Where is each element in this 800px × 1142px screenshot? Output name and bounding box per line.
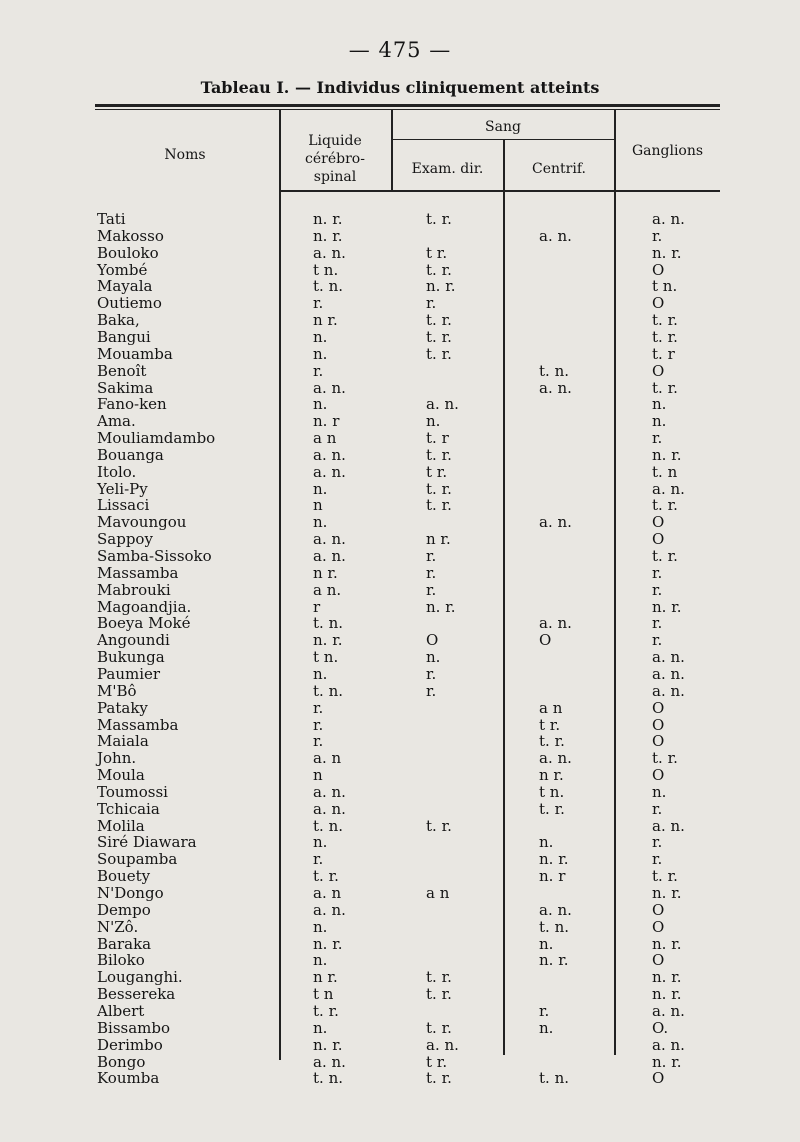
cell-exam-dir: t. r. (426, 210, 452, 228)
cell-centrif: n r. (539, 766, 564, 785)
cell-exam-dir: t. r. (426, 1018, 452, 1037)
row-name: Mouliamdambo (97, 429, 216, 448)
row-name: Dempo (97, 900, 151, 919)
table-row (0, 211, 800, 228)
cell-ganglions: t. r. (652, 749, 678, 768)
cell-liquide: n. r. (313, 226, 343, 245)
cell-liquide: n. (313, 395, 328, 414)
row-name: Mouamba (97, 344, 173, 363)
cell-exam-dir: a n (426, 884, 450, 902)
row-name: John. (97, 749, 137, 768)
header-sang: Sang (485, 119, 521, 135)
table-row (0, 481, 800, 498)
cell-exam-dir: a. n. (426, 395, 459, 414)
row-name: Bukunga (97, 648, 165, 667)
cell-exam-dir: t r. (426, 1052, 448, 1071)
row-name: Paumier (97, 664, 161, 683)
row-name: Bouety (97, 867, 151, 886)
row-name: Samba-Sissoko (97, 547, 212, 565)
row-name: Louganghi. (97, 968, 183, 987)
cell-ganglions: O (652, 530, 665, 549)
header-centrif: Centrif. (532, 161, 586, 177)
table-row (0, 278, 800, 295)
table-row (0, 1070, 800, 1087)
row-name: Tati (97, 210, 126, 228)
header-noms: Noms (164, 147, 206, 163)
cell-liquide: r. (313, 698, 324, 717)
table-row (0, 733, 800, 750)
row-name: Moula (97, 766, 145, 785)
cell-centrif: a. n. (539, 614, 572, 633)
table-row (0, 599, 800, 616)
header-liquide: Liquide cérébro-spinal (305, 133, 365, 185)
row-name: Yombé (97, 260, 148, 279)
cell-liquide: n. (313, 513, 328, 532)
cell-centrif: n. r. (539, 850, 569, 869)
cell-ganglions: a. n. (652, 816, 685, 835)
table-row (0, 514, 800, 531)
cell-ganglions: n. (652, 395, 667, 414)
row-name: Molila (97, 816, 145, 835)
row-name: Massamba (97, 563, 179, 582)
cell-liquide: n. r. (313, 934, 343, 953)
row-name: Tchicaia (97, 799, 160, 818)
table-row (0, 413, 800, 430)
table-row (0, 683, 800, 700)
table-row (0, 801, 800, 818)
table-row (0, 632, 800, 649)
cell-ganglions: O (652, 766, 665, 785)
cell-ganglions: r. (652, 226, 663, 245)
table-row (0, 717, 800, 734)
cell-exam-dir: a. n. (426, 1035, 459, 1054)
table-row (0, 464, 800, 481)
cell-centrif: t. r. (539, 732, 565, 751)
cell-centrif: n. (539, 934, 554, 953)
cell-ganglions: a. n. (652, 648, 685, 667)
cell-centrif: n. (539, 833, 554, 852)
cell-ganglions: O. (652, 1018, 669, 1037)
cell-liquide: n r. (313, 563, 338, 582)
row-name: Albert (97, 1001, 145, 1020)
cell-ganglions: r. (652, 631, 663, 650)
cell-exam-dir: r. (426, 681, 437, 700)
row-name: Mayala (97, 277, 153, 296)
row-name: Makosso (97, 226, 164, 245)
cell-ganglions: t. r. (652, 311, 678, 330)
cell-liquide: r. (313, 732, 324, 751)
cell-centrif: a. n. (539, 900, 572, 919)
cell-ganglions: a. n. (652, 1035, 685, 1054)
cell-liquide: a. n. (313, 799, 346, 818)
table-row (0, 902, 800, 919)
cell-liquide: a. n. (313, 445, 346, 464)
row-name: Bouanga (97, 445, 164, 464)
row-name: Sakima (97, 378, 154, 397)
table-row (0, 1054, 800, 1071)
cell-liquide: t. n. (313, 816, 343, 835)
table-row (0, 363, 800, 380)
table-row (0, 952, 800, 969)
cell-exam-dir: t. r. (426, 968, 452, 987)
cell-ganglions: r. (652, 429, 663, 448)
row-name: Itolo. (97, 462, 137, 481)
row-name: Siré Diawara (97, 833, 197, 852)
cell-ganglions: n. r. (652, 934, 682, 953)
cell-liquide: n. (313, 951, 328, 970)
row-name: N'Dongo (97, 884, 164, 902)
cell-ganglions: a. n. (652, 1001, 685, 1020)
table-row (0, 851, 800, 868)
cell-exam-dir: t. r. (426, 311, 452, 330)
cell-ganglions: t. r. (652, 547, 678, 565)
cell-centrif: O (539, 631, 552, 650)
cell-liquide: n. (313, 664, 328, 683)
table-row (0, 1020, 800, 1037)
row-name: Bessereka (97, 985, 176, 1004)
row-name: M'Bô (97, 681, 137, 700)
cell-liquide: n. (313, 833, 328, 852)
cell-exam-dir: t. r (426, 429, 449, 448)
cell-liquide: a. n. (313, 547, 346, 565)
cell-liquide: r. (313, 850, 324, 869)
cell-exam-dir: r. (426, 294, 437, 313)
cell-ganglions: t. n (652, 462, 678, 481)
top-rule (95, 104, 720, 107)
cell-exam-dir: t. r. (426, 260, 452, 279)
cell-liquide: n r. (313, 968, 338, 987)
table-row (0, 548, 800, 565)
table-row (0, 531, 800, 548)
cell-ganglions: O (652, 698, 665, 717)
cell-ganglions: O (652, 513, 665, 532)
row-name: Baraka (97, 934, 152, 953)
cell-ganglions: O (652, 900, 665, 919)
row-name: Toumossi (97, 782, 168, 801)
cell-liquide: r. (313, 361, 324, 380)
cell-liquide: n (313, 496, 323, 515)
cell-liquide: t. n. (313, 1069, 343, 1088)
row-name: N'Zô. (97, 917, 139, 936)
cell-ganglions: n. (652, 782, 667, 801)
cell-centrif: n. r (539, 867, 566, 886)
table-row (0, 818, 800, 835)
cell-ganglions: t. r. (652, 378, 678, 397)
row-name: Sappoy (97, 530, 153, 549)
header-bottom-rule (280, 190, 720, 192)
cell-ganglions: n. r. (652, 445, 682, 464)
table-row (0, 969, 800, 986)
cell-centrif: t r. (539, 715, 561, 734)
cell-exam-dir: n. r. (426, 277, 456, 296)
row-name: Outiemo (97, 294, 162, 313)
table-row (0, 919, 800, 936)
cell-exam-dir: O (426, 631, 439, 650)
cell-ganglions: t. r. (652, 496, 678, 515)
cell-liquide: t. n. (313, 681, 343, 700)
row-name: Koumba (97, 1069, 160, 1088)
cell-centrif: a. n. (539, 378, 572, 397)
cell-liquide: n r. (313, 311, 338, 330)
cell-centrif: t. r. (539, 799, 565, 818)
cell-exam-dir: n r. (426, 530, 451, 549)
cell-liquide: t. n. (313, 277, 343, 296)
table-row (0, 784, 800, 801)
cell-liquide: a n (313, 429, 337, 448)
cell-ganglions: a. n. (652, 479, 685, 498)
cell-ganglions: a. n. (652, 210, 685, 228)
cell-liquide: t. r. (313, 867, 339, 886)
table-row (0, 936, 800, 953)
table-row (0, 295, 800, 312)
cell-exam-dir: n. r. (426, 597, 456, 616)
cell-centrif: a n (539, 698, 563, 717)
cell-exam-dir: t. r. (426, 327, 452, 346)
table-row (0, 750, 800, 767)
row-name: Mavoungou (97, 513, 187, 532)
cell-ganglions: t. r. (652, 867, 678, 886)
row-name: Ama. (97, 412, 136, 431)
cell-liquide: n (313, 766, 323, 785)
cell-liquide: a. n (313, 749, 342, 768)
row-name: Bangui (97, 327, 151, 346)
cell-liquide: n. (313, 344, 328, 363)
cell-exam-dir: r. (426, 664, 437, 683)
cell-ganglions: n. r. (652, 1052, 682, 1071)
table-row (0, 868, 800, 885)
table-row (0, 245, 800, 262)
cell-ganglions: O (652, 715, 665, 734)
cell-ganglions: n. (652, 412, 667, 431)
table-row (0, 1003, 800, 1020)
cell-liquide: n. r. (313, 631, 343, 650)
cell-centrif: a. n. (539, 749, 572, 768)
table-row (0, 666, 800, 683)
cell-exam-dir: t. r. (426, 1069, 452, 1088)
cell-centrif: t. n. (539, 1069, 569, 1088)
row-name: Yeli-Py (97, 479, 148, 498)
row-name: Baka, (97, 311, 140, 330)
cell-exam-dir: t. r. (426, 344, 452, 363)
cell-centrif: a. n. (539, 226, 572, 245)
row-name: Bissambo (97, 1018, 171, 1037)
cell-ganglions: O (652, 732, 665, 751)
cell-ganglions: O (652, 951, 665, 970)
cell-liquide: t n. (313, 260, 339, 279)
table-row (0, 767, 800, 784)
cell-ganglions: n. r. (652, 968, 682, 987)
row-name: Boeya Moké (97, 614, 191, 633)
table-row (0, 582, 800, 599)
table-row (0, 649, 800, 666)
cell-ganglions: r. (652, 850, 663, 869)
table-row (0, 834, 800, 851)
header-ganglions: Ganglions (631, 143, 704, 159)
cell-ganglions: n. r. (652, 985, 682, 1004)
table-row (0, 346, 800, 363)
cell-centrif: r. (539, 1001, 550, 1020)
cell-ganglions: t. r. (652, 327, 678, 346)
table-row (0, 565, 800, 582)
cell-liquide: r. (313, 294, 324, 313)
row-name: Lissaci (97, 496, 150, 515)
cell-liquide: r. (313, 715, 324, 734)
cell-liquide: a. n (313, 884, 342, 902)
cell-exam-dir: t. r. (426, 479, 452, 498)
cell-centrif: n. (539, 1018, 554, 1037)
row-name: Magoandjia. (97, 597, 192, 616)
cell-exam-dir: n. (426, 648, 441, 667)
page-number: — 475 — (348, 38, 452, 62)
cell-liquide: a. n. (313, 1052, 346, 1071)
cell-centrif: n. r. (539, 951, 569, 970)
row-name: Bongo (97, 1052, 146, 1071)
cell-ganglions: r. (652, 799, 663, 818)
cell-liquide: r (313, 597, 321, 616)
cell-ganglions: r. (652, 580, 663, 599)
cell-liquide: a. n. (313, 782, 346, 801)
cell-ganglions: O (652, 917, 665, 936)
header-exam-dir: Exam. dir. (411, 161, 484, 177)
cell-liquide: a. n. (313, 462, 346, 481)
cell-liquide: n. (313, 917, 328, 936)
table-row (0, 615, 800, 632)
cell-ganglions: r. (652, 563, 663, 582)
row-name: Derimbo (97, 1035, 163, 1054)
cell-centrif: t. n. (539, 917, 569, 936)
table-row (0, 430, 800, 447)
row-name: Angoundi (97, 631, 170, 650)
cell-liquide: n. (313, 327, 328, 346)
row-name: Fano-ken (97, 395, 167, 414)
cell-liquide: a. n. (313, 378, 346, 397)
cell-liquide: a. n. (313, 530, 346, 549)
cell-ganglions: n. r. (652, 884, 682, 902)
cell-exam-dir: t. r. (426, 816, 452, 835)
cell-liquide: n. r (313, 412, 340, 431)
cell-exam-dir: r. (426, 547, 437, 565)
table-row (0, 447, 800, 464)
table-row (0, 329, 800, 346)
cell-ganglions: a. n. (652, 681, 685, 700)
cell-exam-dir: r. (426, 563, 437, 582)
cell-exam-dir: r. (426, 580, 437, 599)
table-row (0, 497, 800, 514)
cell-centrif: t. n. (539, 361, 569, 380)
row-name: Bouloko (97, 243, 159, 262)
row-name: Benoît (97, 361, 147, 380)
table-row (0, 700, 800, 717)
row-name: Maiala (97, 732, 149, 751)
cell-exam-dir: t. r. (426, 445, 452, 464)
cell-centrif: a. n. (539, 513, 572, 532)
row-name: Mabrouki (97, 580, 171, 599)
row-name: Soupamba (97, 850, 178, 869)
cell-liquide: n. (313, 479, 328, 498)
cell-liquide: a. n. (313, 243, 346, 262)
cell-liquide: t. r. (313, 1001, 339, 1020)
cell-exam-dir: t. r. (426, 985, 452, 1004)
cell-liquide: t. n. (313, 614, 343, 633)
table-row (0, 312, 800, 329)
table-row (0, 262, 800, 279)
table-row (0, 380, 800, 397)
row-name: Pataky (97, 698, 148, 717)
row-name: Massamba (97, 715, 179, 734)
cell-ganglions: O (652, 1069, 665, 1088)
cell-exam-dir: t r. (426, 462, 448, 481)
cell-liquide: t n (313, 985, 334, 1004)
table-row (0, 1037, 800, 1054)
cell-liquide: a. n. (313, 900, 346, 919)
top-rule-thin (95, 109, 720, 110)
row-name: Biloko (97, 951, 145, 970)
table-row (0, 885, 800, 902)
cell-exam-dir: t. r. (426, 496, 452, 515)
cell-exam-dir: t r. (426, 243, 448, 262)
cell-liquide: t n. (313, 648, 339, 667)
cell-ganglions: O (652, 260, 665, 279)
cell-ganglions: t n. (652, 277, 678, 296)
cell-centrif: t n. (539, 782, 565, 801)
cell-ganglions: n. r. (652, 243, 682, 262)
table-row (0, 228, 800, 245)
cell-ganglions: O (652, 294, 665, 313)
cell-ganglions: t. r (652, 344, 675, 363)
cell-liquide: n. (313, 1018, 328, 1037)
cell-liquide: n. r. (313, 1035, 343, 1054)
cell-ganglions: a. n. (652, 664, 685, 683)
cell-ganglions: r. (652, 614, 663, 633)
cell-liquide: a n. (313, 580, 342, 599)
cell-ganglions: O (652, 361, 665, 380)
cell-ganglions: r. (652, 833, 663, 852)
table-row (0, 986, 800, 1003)
cell-ganglions: n. r. (652, 597, 682, 616)
table-title: Tableau I. — Individus cliniquement atteints (200, 78, 600, 97)
cell-exam-dir: n. (426, 412, 441, 431)
table-row (0, 396, 800, 413)
cell-liquide: n. r. (313, 210, 343, 228)
